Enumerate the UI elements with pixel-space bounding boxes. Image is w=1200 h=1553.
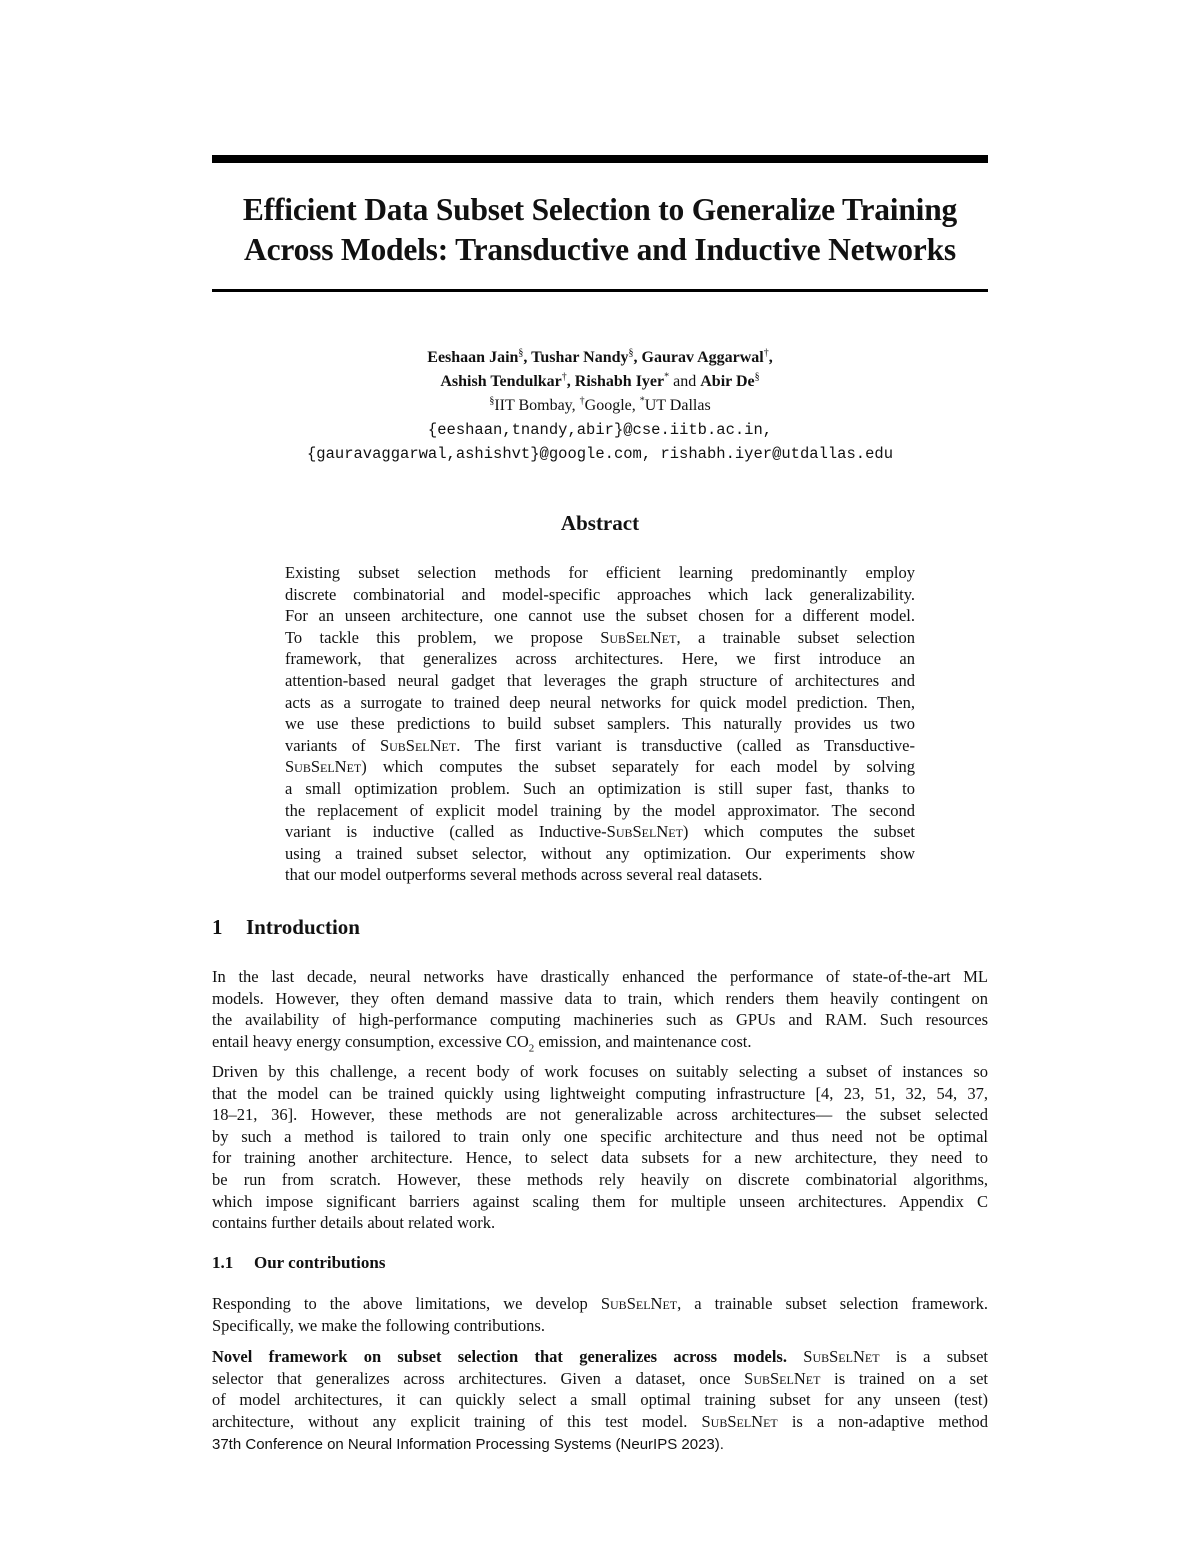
affiliations <box>212 394 988 418</box>
text-line: In the last decade, neural networks have drastically enhanced the performance of state-of-the-art ML <box>212 967 988 986</box>
text-line: Responding to the above limitations, we develop SubSelNet, a trainable subset selection framework. <box>212 1294 988 1313</box>
author-name: Abir De <box>700 373 755 390</box>
affiliation: UT Dallas <box>644 397 711 414</box>
text-line: variants of SubSelNet. The first variant is transductive (called as Transductive- <box>285 735 915 755</box>
text-line: by such a method is tailored to train only one specific architecture and thus need not be optimal <box>212 1126 988 1146</box>
text-line: 18–21, 36]. However, these methods are not generalizable across architectures— the subset selected <box>212 1105 988 1125</box>
text-line: acts as a surrogate to trained deep neural networks for quick model prediction. Then, <box>285 692 915 712</box>
section-number: 1 <box>212 915 223 939</box>
text-line: for training another architecture. Hence, to select data subsets for a new architecture, they need to <box>212 1148 988 1168</box>
email-line: {eeshaan,tnandy,abir}@cse.iitb.ac.in, <box>427 421 773 439</box>
author-name: Ashish Tendulkar <box>440 373 562 390</box>
text-line: of model architectures, it can quickly select a small optimal training subset for any unseen (test) <box>212 1390 988 1410</box>
text-line: To tackle this problem, we propose SubSelNet, a trainable subset selection <box>285 627 915 647</box>
affiliation-mark: § <box>628 347 634 359</box>
text-line: For an unseen architecture, one cannot use the subset chosen for a different model. <box>285 606 915 626</box>
text-line: be run from scratch. However, these methods rely heavily on discrete combinatorial algorithms, <box>212 1169 988 1189</box>
contrib-paragraph-1 <box>212 1293 988 1336</box>
text-line: models. However, they often demand massive data to train, which renders them heavily contingent on <box>212 988 988 1008</box>
text-line: that our model outperforms several methods across several real datasets. <box>285 865 763 885</box>
text-line: we use these predictions to build subset samplers. This naturally provides us two <box>285 714 915 734</box>
title-top-rule <box>212 155 988 163</box>
author-name: Gaurav Aggarwal <box>641 349 764 366</box>
conference-footer: 37th Conference on Neural Information Processing Systems (NeurIPS 2023). <box>212 1436 724 1453</box>
title-line: Efficient Data Subset Selection to Generalize Training <box>242 192 958 227</box>
text-line: Driven by this challenge, a recent body of work focuses on suitably selecting a subset of instances so <box>212 1062 988 1081</box>
text-line: discrete combinatorial and model-specific approaches which lack generalizability. <box>285 584 915 604</box>
abstract-heading: Abstract <box>560 511 640 535</box>
abstract-body <box>285 562 915 886</box>
affiliation-mark: * <box>639 395 645 407</box>
intro-paragraph-2 <box>212 1061 988 1234</box>
subsection-title: Our contributions <box>254 1253 386 1272</box>
affiliation-mark: † <box>561 371 567 383</box>
title-line: Across Models: Transductive and Inductive Networks <box>244 232 956 267</box>
text-line: SubSelNet) which computes the subset separately for each model by solving <box>285 757 915 777</box>
text-line: framework, that generalizes across architectures. Here, we first introduce an <box>285 649 915 669</box>
text-line: a small optimization problem. Such an optimization is still super fast, thanks to <box>285 778 915 798</box>
text-line: Novel framework on subset selection that generalizes across models. SubSelNet is a subset <box>212 1347 988 1366</box>
subsection-number: 1.1 <box>212 1253 234 1272</box>
and-text: and <box>673 373 697 390</box>
title-bottom-rule <box>212 289 988 292</box>
author-name: Rishabh Iyer <box>574 373 665 390</box>
text-line: the availability of high-performance computing machineries such as GPUs and RAM. Such resources <box>212 1010 988 1030</box>
text-line: the replacement of explicit model training by the model approximator. The second <box>285 800 915 820</box>
text-line: variant is inductive (called as Inductive-SubSelNet) which computes the subset <box>285 822 915 842</box>
paper-title <box>212 190 988 270</box>
author-name: Eeshaan Jain <box>427 349 519 366</box>
affiliation-mark: † <box>763 347 769 359</box>
affiliation: Google, <box>584 397 640 414</box>
affiliation-mark: † <box>579 395 585 407</box>
affiliation-mark: § <box>754 371 760 383</box>
section-title: Introduction <box>246 915 360 939</box>
text-line: Specifically, we make the following contributions. <box>212 1315 545 1335</box>
author-line: Ashish Tendulkar†, Rishabh Iyer* and Abir De§ <box>440 371 760 390</box>
email-line: {gauravaggarwal,ashishvt}@google.com, rishabh.iyer@utdallas.edu <box>307 445 893 463</box>
text-line: selector that generalizes across architectures. Given a dataset, once SubSelNet is trained on a set <box>212 1368 988 1388</box>
author-name: Tushar Nandy <box>531 349 629 366</box>
intro-paragraph-1 <box>212 966 988 1055</box>
text-line: that the model can be trained quickly using lightweight computing infrastructure [4, 23, 51, 32, 54, 37, <box>212 1083 988 1103</box>
text-line: architecture, without any explicit training of this test model. SubSelNet is a non-adaptive method <box>212 1411 988 1431</box>
text-line: using a trained subset selector, without any optimization. Our experiments show <box>285 843 915 863</box>
contrib-paragraph-2 <box>212 1346 988 1432</box>
affiliation-mark: § <box>489 395 495 407</box>
affiliation-mark: * <box>664 371 670 383</box>
text-line: attention-based neural gadget that leverages the graph structure of architectures and <box>285 670 915 690</box>
text-line: which impose significant barriers against scaling them for multiple unseen architectures. Appendix C <box>212 1191 988 1211</box>
text-line: entail heavy energy consumption, excessive $CO_2$ emission, and maintenance cost. <box>212 1031 752 1055</box>
affiliation: IIT Bombay, <box>494 397 580 414</box>
section-heading <box>212 915 360 940</box>
affiliation-mark: § <box>518 347 524 359</box>
text-line: contains further details about related work. <box>212 1213 496 1233</box>
subsection-heading <box>212 1253 385 1273</box>
author-line: Eeshaan Jain§, Tushar Nandy§, Gaurav Aggarwal†, <box>427 347 773 366</box>
text-line: Existing subset selection methods for efficient learning predominantly employ <box>285 563 915 582</box>
author-block <box>212 346 988 466</box>
run-in-heading: Novel framework on subset selection that generalizes across models. <box>212 1347 787 1366</box>
